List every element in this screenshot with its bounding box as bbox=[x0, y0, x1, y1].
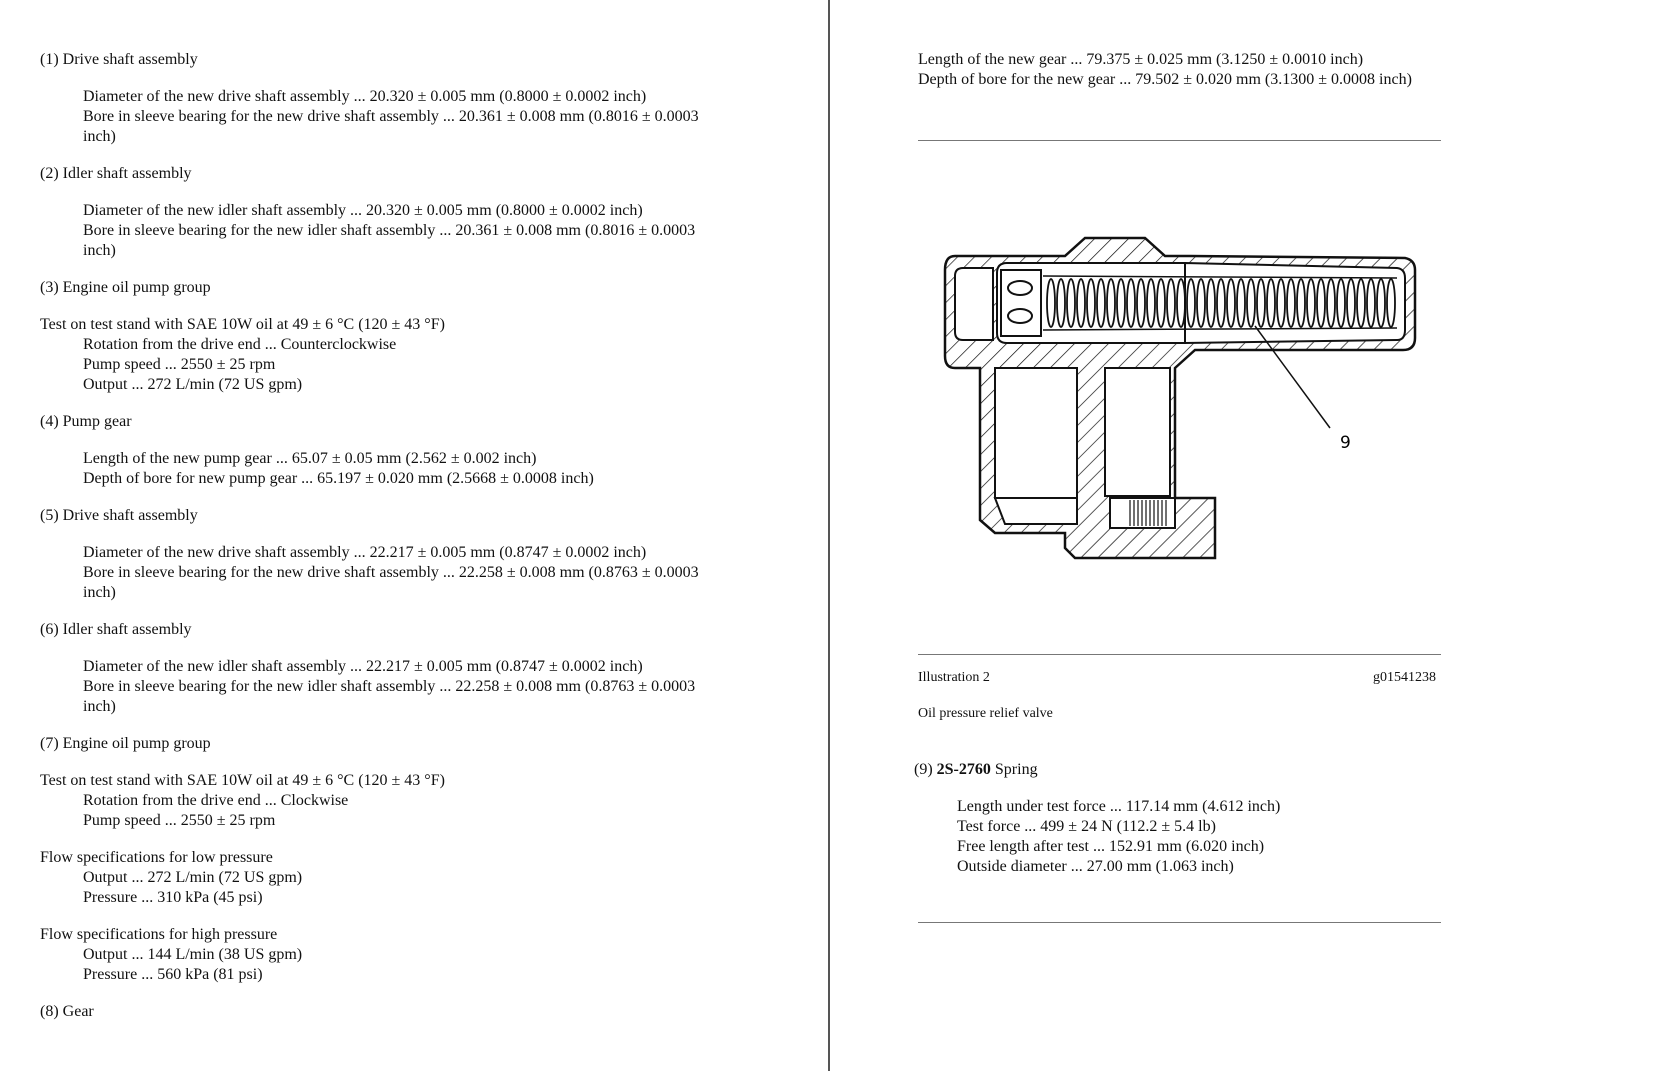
section-heading: (7) Engine oil pump group bbox=[40, 735, 211, 752]
spec-line: inch) bbox=[83, 698, 116, 715]
spec-line: Length of the new gear ... 79.375 ± 0.025 mm (3.1250 ± 0.0010 inch) bbox=[918, 51, 1364, 68]
illustration-label: Illustration 2 bbox=[918, 670, 990, 685]
relief-valve-illustration bbox=[935, 228, 1425, 568]
spec-line: Diameter of the new idler shaft assembly ... 20.320 ± 0.005 mm (0.8000 ± 0.0002 inch) bbox=[83, 202, 643, 219]
rule-bottom bbox=[918, 922, 1441, 923]
spec-line: inch) bbox=[83, 128, 116, 145]
spec-line: Diameter of the new drive shaft assembly ... 22.217 ± 0.005 mm (0.8747 ± 0.0002 inch) bbox=[83, 544, 647, 561]
section-heading: (1) Drive shaft assembly bbox=[40, 51, 198, 68]
spec-line: Bore in sleeve bearing for the new drive shaft assembly ... 22.258 ± 0.008 mm (0.8763 ± 0.0003 bbox=[83, 564, 699, 581]
subsection-heading: Flow specifications for low pressure bbox=[40, 849, 273, 866]
spec-line: Output ... 144 L/min (38 US gpm) bbox=[83, 946, 303, 963]
spec-line: Depth of bore for new pump gear ... 65.197 ± 0.020 mm (2.5668 ± 0.0008 inch) bbox=[83, 470, 594, 487]
rule-figure bbox=[918, 654, 1441, 655]
spec-line: Test force ... 499 ± 24 N (112.2 ± 5.4 lb) bbox=[957, 818, 1216, 835]
test-condition: Test on test stand with SAE 10W oil at 49 ± 6 °C (120 ± 43 °F) bbox=[40, 316, 445, 333]
spec-line: Bore in sleeve bearing for the new idler shaft assembly ... 20.361 ± 0.008 mm (0.8016 ± 0.0003 bbox=[83, 222, 696, 239]
section-heading: (4) Pump gear bbox=[40, 413, 132, 430]
subsection-heading: Flow specifications for high pressure bbox=[40, 926, 278, 943]
part-number: 2S-2760 bbox=[936, 761, 991, 778]
section-heading: (5) Drive shaft assembly bbox=[40, 507, 198, 524]
spec-line: inch) bbox=[83, 242, 116, 259]
spec-line: Diameter of the new drive shaft assembly ... 20.320 ± 0.005 mm (0.8000 ± 0.0002 inch) bbox=[83, 88, 647, 105]
section-heading: (6) Idler shaft assembly bbox=[40, 621, 192, 638]
spec-line: Bore in sleeve bearing for the new drive shaft assembly ... 20.361 ± 0.008 mm (0.8016 ± 0.0003 bbox=[83, 108, 699, 125]
left-column bbox=[40, 50, 760, 1022]
illustration-caption: Oil pressure relief valve bbox=[918, 706, 1053, 721]
spec-line: Pressure ... 560 kPa (81 psi) bbox=[83, 966, 263, 983]
part-name: Spring bbox=[990, 761, 1038, 778]
spec-line: Depth of bore for the new gear ... 79.502 ± 0.020 mm (3.1300 ± 0.0008 inch) bbox=[918, 71, 1412, 88]
spec-line: Rotation from the drive end ... Clockwise bbox=[83, 792, 349, 809]
spec-line: Pump speed ... 2550 ± 25 rpm bbox=[83, 356, 276, 373]
spec-line: Rotation from the drive end ... Counterclockwise bbox=[83, 336, 397, 353]
illustration-id: g01541238 bbox=[1373, 670, 1436, 685]
test-condition: Test on test stand with SAE 10W oil at 49 ± 6 °C (120 ± 43 °F) bbox=[40, 772, 445, 789]
spec-line: Output ... 272 L/min (72 US gpm) bbox=[83, 869, 303, 886]
spec-line: Output ... 272 L/min (72 US gpm) bbox=[83, 376, 303, 393]
spec-line: Length of the new pump gear ... 65.07 ± 0.05 mm (2.562 ± 0.002 inch) bbox=[83, 450, 537, 467]
column-divider bbox=[828, 0, 830, 1071]
right-column-top bbox=[918, 50, 1438, 90]
spec-line: Pump speed ... 2550 ± 25 rpm bbox=[83, 812, 276, 829]
spring-section bbox=[914, 760, 1474, 877]
spec-line: Pressure ... 310 kPa (45 psi) bbox=[83, 889, 263, 906]
section-heading: (3) Engine oil pump group bbox=[40, 279, 211, 296]
spec-line: Length under test force ... 117.14 mm (4.612 inch) bbox=[957, 798, 1281, 815]
spec-line: Diameter of the new idler shaft assembly ... 22.217 ± 0.005 mm (0.8747 ± 0.0002 inch) bbox=[83, 658, 643, 675]
section-heading bbox=[914, 760, 1474, 780]
spec-line: Bore in sleeve bearing for the new idler shaft assembly ... 22.258 ± 0.008 mm (0.8763 ± 0.0003 bbox=[83, 678, 696, 695]
spec-line: inch) bbox=[83, 584, 116, 601]
section-heading: (2) Idler shaft assembly bbox=[40, 165, 192, 182]
spec-line: Outside diameter ... 27.00 mm (1.063 inch) bbox=[957, 858, 1234, 875]
spec-line: Free length after test ... 152.91 mm (6.020 inch) bbox=[957, 838, 1265, 855]
rule-top bbox=[918, 140, 1441, 141]
callout-9: 9 bbox=[1340, 433, 1351, 453]
section-heading: (8) Gear bbox=[40, 1003, 94, 1020]
section-number: (9) bbox=[914, 761, 937, 778]
